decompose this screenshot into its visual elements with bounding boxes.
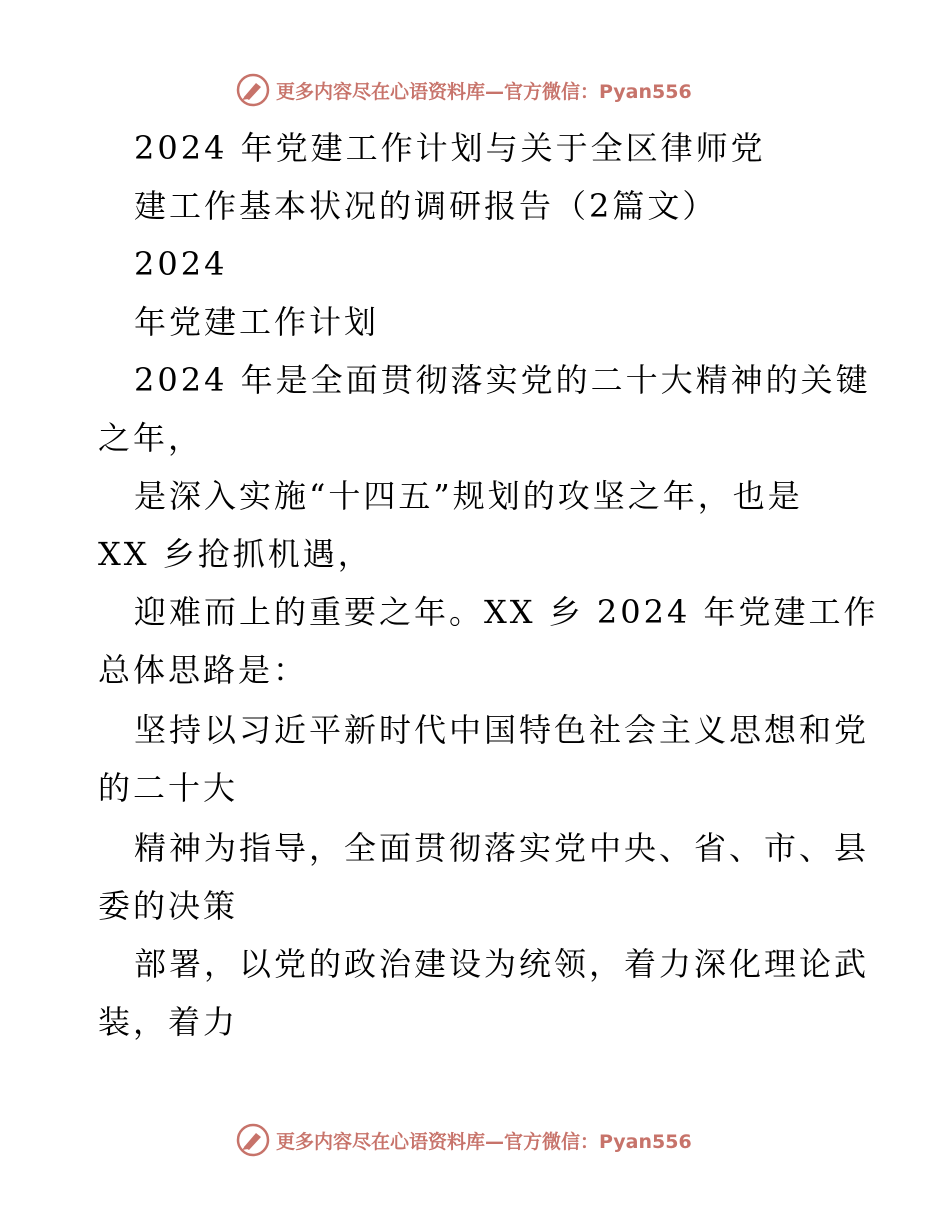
paragraph-line: 2024 年是全面贯彻落实党的二十大精神的关键 (134, 361, 871, 399)
doc-title-line-2: 建工作基本状况的调研报告（2篇文） (134, 187, 718, 225)
paragraph-line: 总体思路是： (98, 651, 309, 689)
paragraph-line: 精神为指导，全面贯彻落实党中央、省、市、县 (134, 829, 870, 867)
paragraph-line: 坚持以习近平新时代中国特色社会主义思想和党 (134, 711, 870, 749)
paragraph-line: XX 乡抢抓机遇， (98, 535, 373, 573)
doc-title-line-1: 2024 年党建工作计划与关于全区律师党 (134, 129, 766, 167)
paragraph-line: 是深入实施“十四五”规划的攻坚之年，也是 (134, 477, 803, 515)
paragraph-line: 之年， (98, 419, 204, 457)
pen-nib-logo-icon (236, 73, 270, 107)
watermark-header (236, 73, 692, 107)
pen-nib-logo-icon (236, 1123, 270, 1157)
watermark-footer (236, 1123, 692, 1157)
section-heading-title: 年党建工作计划 (134, 303, 380, 341)
paragraph-line: 部署，以党的政治建设为统领，着力深化理论武 (134, 945, 870, 983)
paragraph-line: 委的决策 (98, 887, 239, 925)
section-heading-year: 2024 (134, 245, 228, 283)
paragraph-line: 迎难而上的重要之年。XX 乡 2024 年党建工作 (134, 593, 879, 631)
watermark-text: 更多内容尽在心语资料库—官方微信：Pyan556 (276, 1130, 692, 1153)
paragraph-line: 装，着力 (98, 1003, 239, 1041)
paragraph-line: 的二十大 (98, 769, 239, 807)
watermark-text: 更多内容尽在心语资料库—官方微信：Pyan556 (276, 80, 692, 103)
